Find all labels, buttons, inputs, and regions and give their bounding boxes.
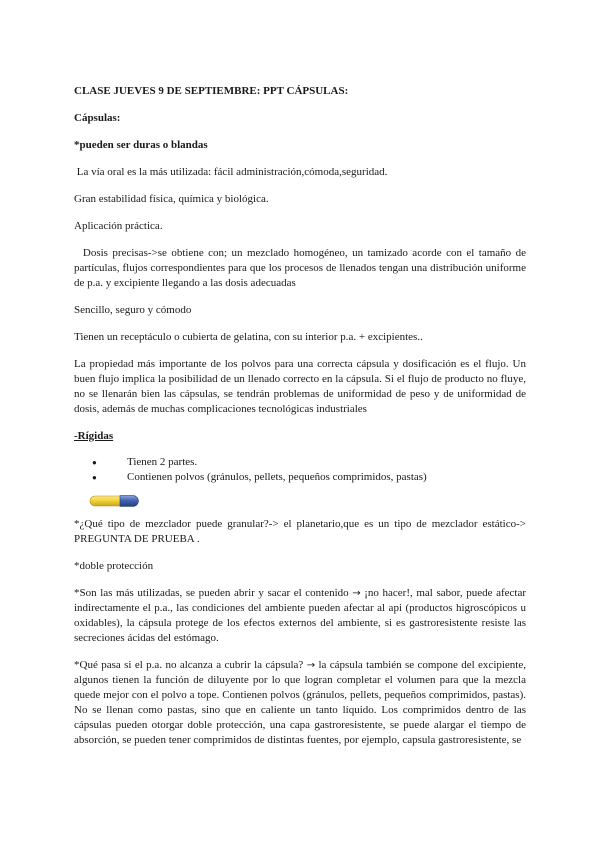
right-arrow-icon: → [352,588,361,599]
paragraph-fill-question-end: la cápsula también se compone del excipiente, algunos tienen la función de diluyente por lo que logran completar el volumen para que la mezcla quede mejor con el polvo a tope. Contienen polvos (gránulos, pellets, pequeños comprimidos, pastas). No se llenan como pastas, sino que en caliente un tanto líquido. Los comprimidos dentro de las cápsulas pueden otorgar doble protección, una capa gastroresistente, se puede alargar el tiempo de absorción, se pueden tener comprimidos de distintas fuentes, por ejemplo, capsula gastroresistente, se [74,659,526,746]
capsule-icon [88,494,140,508]
paragraph-gelatin-shell: Tienen un receptáculo o cubierta de gelatina, con su interior p.a. + excipientes.. [74,331,423,343]
document-heading: CLASE JUEVES 9 DE SEPTIEMBRE: PPT CÁPSULAS: [74,85,349,97]
section-subtitle: *pueden ser duras o blandas [74,139,208,151]
paragraph-stability: Gran estabilidad física, química y biológica. [74,193,269,205]
right-arrow-icon: → [306,660,316,671]
paragraph-simple-safe: Sencillo, seguro y cómodo [74,304,192,316]
section-title: Cápsulas: [74,112,121,124]
paragraph-mixer-question: *¿Qué tipo de mezclador puede granular?-> el planetario,que es un tipo de mezclador estático-> PREGUNTA DE PRUEBA . [74,518,526,545]
paragraph-practical-application: Aplicación práctica. [74,220,163,232]
paragraph-precise-doses: Dosis precisas->se obtiene con; un mezclado homogéneo, un tamizado acorde con el tamaño de partículas, flujos correspondientes para que los procesos de llenados tengan una distribución uniforme de p.a. y excipiente llegando a las dosis adecuadas [74,247,529,289]
paragraph-double-protection: *doble protección [74,560,154,572]
document-page [74,84,529,748]
paragraph-fill-question [74,658,526,748]
paragraph-most-used [74,586,526,646]
rigid-capsules-list [74,455,526,485]
paragraph-fill-question-start: *Qué pasa si el p.a. no alcanza a cubrir la cápsula? [74,659,307,671]
paragraph-most-used-start: *Son las más utilizadas, se pueden abrir y sacar el contenido [74,587,353,599]
paragraph-flow-property: La propiedad más importante de los polvos para una correcta cápsula y dosificación es el flujo. Un buen flujo implica la posibilidad de un llenado correcto en la cápsula. Si el flujo de producto no fluye, no se llenarán bien las cápsulas, se tendrán problemas de uniformidad de peso y de uniformidad de dosis, además de muchas complicaciones tecnológicas industriales [74,358,526,415]
paragraph-oral-route: La vía oral es la más utilizada: fácil administración,cómoda,seguridad. [74,166,388,178]
list-item: ● Tienen 2 partes. [90,455,526,470]
list-item: ● Contienen polvos (gránulos, pellets, pequeños comprimidos, pastas) [90,470,526,485]
rigid-capsules-title: -Rígidas [74,430,114,442]
paragraph-most-used-end: ¡no hacer!, mal sabor, puede afectar indirectamente el p.a., las condiciones del ambiente pueden afectar al api (productos higroscópicos u oxidables), la cápsula protege de los efectos externos del ambiente, si es gastroresistente resiste las secreciones ácidas del estómago. [74,587,526,644]
